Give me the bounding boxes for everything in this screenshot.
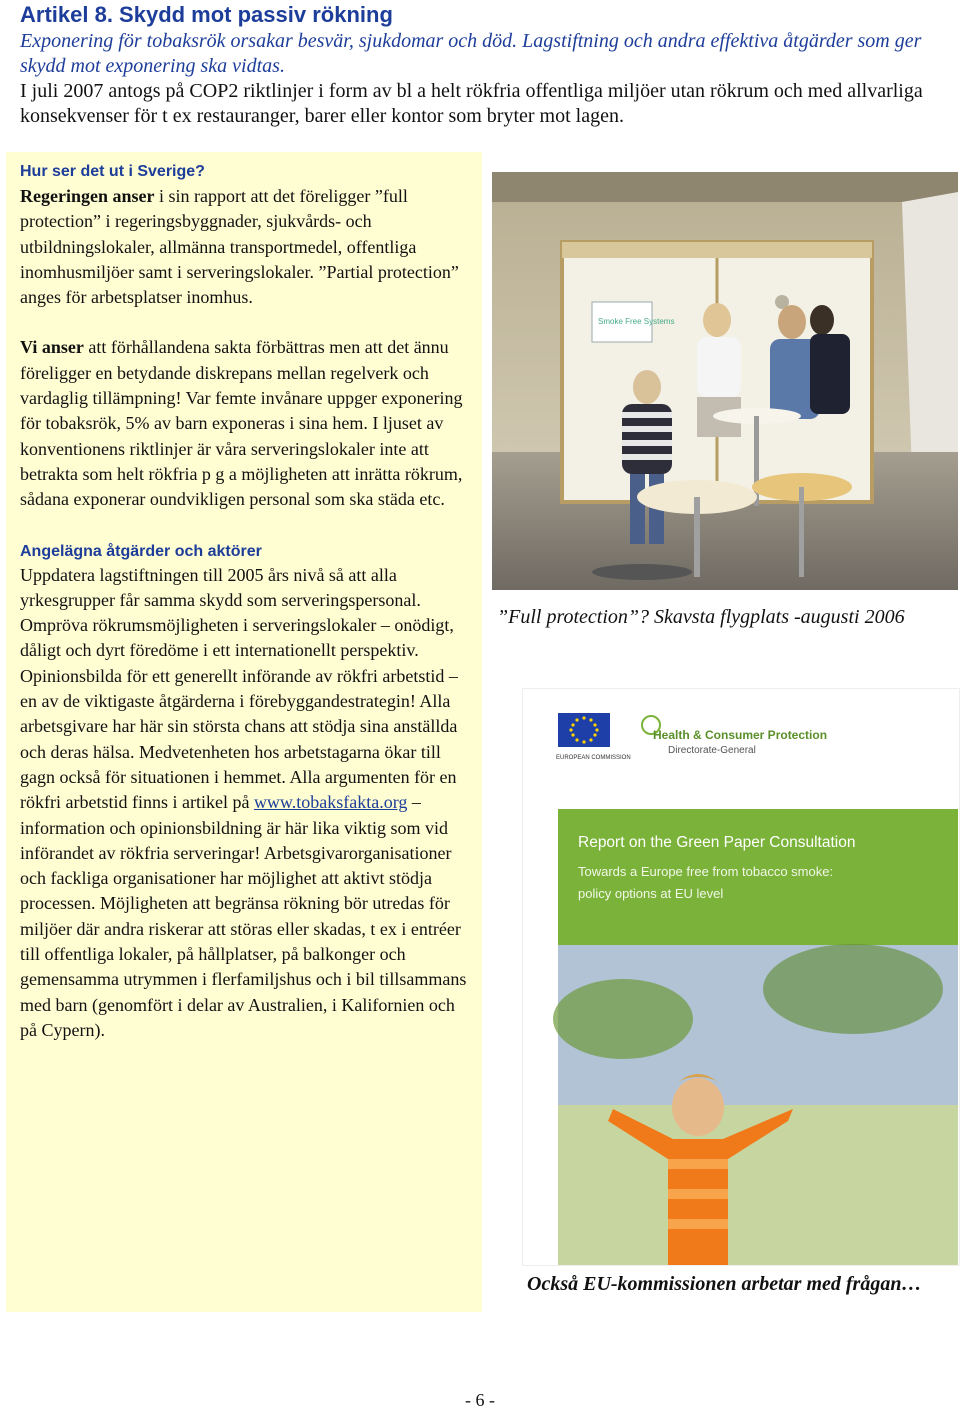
section-heading-actions: Angelägna åtgärder och aktörer (20, 542, 262, 560)
bold-lead-our-view: Vi anser (20, 337, 84, 358)
airport-photo (492, 172, 958, 590)
paragraph-our-view (20, 335, 470, 512)
dg-line1: Health & Consumer Protection (653, 728, 828, 742)
airport-photo-illustration (492, 172, 958, 590)
photo-caption: ”Full protection”? Skavsta flygplats -augusti 2006 (497, 606, 905, 628)
section-heading-sweden: Hur ser det ut i Sverige? (20, 163, 205, 180)
report-caption: Också EU-kommissionen arbetar med frågan… (527, 1273, 922, 1295)
tobaksfakta-link[interactable]: www.tobaksfakta.org (253, 792, 408, 813)
report-subtitle-1: Towards a Europe free from tobacco smoke: (578, 864, 834, 879)
info-box (6, 152, 482, 1312)
page-number: - 6 - (465, 1390, 495, 1410)
article-lead: Exponering för tobaksrök orsakar besvär, sjukdomar och död. Lagstiftning och andra effektiva åtgärder som ger skydd mot exponering ska vidtas. (20, 30, 922, 77)
paragraph-our-view-text: att förhållandena sakta förbättras men att det ännu föreligger en betydande diskrepans mellan regelverk och vardaglig tillämpning! Var femte invånare uppger exponering för tobaksrök, 5% av barn exponeras i sina hem. I ljuset av konventionens riktlinjer är våra serveringslokaler inte att betrakta som helt rökfria p g a möjligheten att inrätta rökrum, sådana exponerar oundvikligen personal som ska städa etc. (20, 337, 463, 510)
article-intro: I juli 2007 antogs på COP2 riktlinjer i form av bl a helt rökfria offentliga miljöer utan rökrum och med allvarliga konsekvenser för t ex restauranger, barer eller kontor som bryter mot lagen. (20, 80, 923, 127)
bold-lead-government: Regeringen anser (20, 186, 155, 206)
paragraph-actions-text-b: – information och opinionsbildning är här lika viktig som vid införandet av rökfria serveringar! Arbetsgivarorganisationer och fackliga organisationer har möjlighet att aktivt stödja processen. Möjligheten att begränsa rökning bör utredas för miljöer där andra riskerar att störas eller skadas, t ex i entréer till offentliga lokaler, på hållplatser, på balkonger och gemensamma utrymmen i flerfamiljshus och i bil tillsammans med barn (genomfört i delar av Australien, i Kalifornien och på Cypern). (20, 792, 467, 1040)
paragraph-actions (20, 563, 470, 1044)
dg-line2: Directorate-General (668, 745, 756, 756)
report-title: Report on the Green Paper Consultation (578, 834, 856, 851)
paragraph-government-text: i sin rapport att det föreligger ”full protection” i regeringsbyggnader, sjukvårds- och utbildningslokaler, allmänna transportmedel, offentliga inomhusmiljöer samt i serveringslokaler. ”Partial protection” anges för arbetsplatser inomhus. (20, 186, 459, 308)
report-subtitle-2: policy options at EU level (578, 886, 724, 901)
eu-label: EUROPEAN COMMISSION (556, 755, 631, 761)
paragraph-actions-text-a: Uppdatera lagstiftningen till 2005 års nivå så att alla yrkesgrupper får samma skydd som serveringspersonal. Ompröva rökrumsmöjligheten i serveringslokaler – onödigt, dåligt och dyrt föredöme i ett internationellt perspektiv. Opinionsbilda för ett generellt införande av rökfri arbetstid – en av de viktigaste åtgärderna i förebyggandestrategin! Alla arbetsgivare har här sin största chans att stödja sina anställda och deras hälsa. Medvetenheten hos arbetstagarna ökar till gagn också för situationen i hemmet. Alla argumenten för en rökfri arbetstid finns i artikel på (20, 564, 458, 813)
eu-report-cover-art (523, 689, 959, 1265)
paragraph-government (20, 184, 470, 310)
booth-sign-text: Smoke Free Systems (598, 317, 675, 326)
eu-report-cover (523, 689, 959, 1265)
article-title: Artikel 8. Skydd mot passiv rökning (20, 2, 393, 27)
